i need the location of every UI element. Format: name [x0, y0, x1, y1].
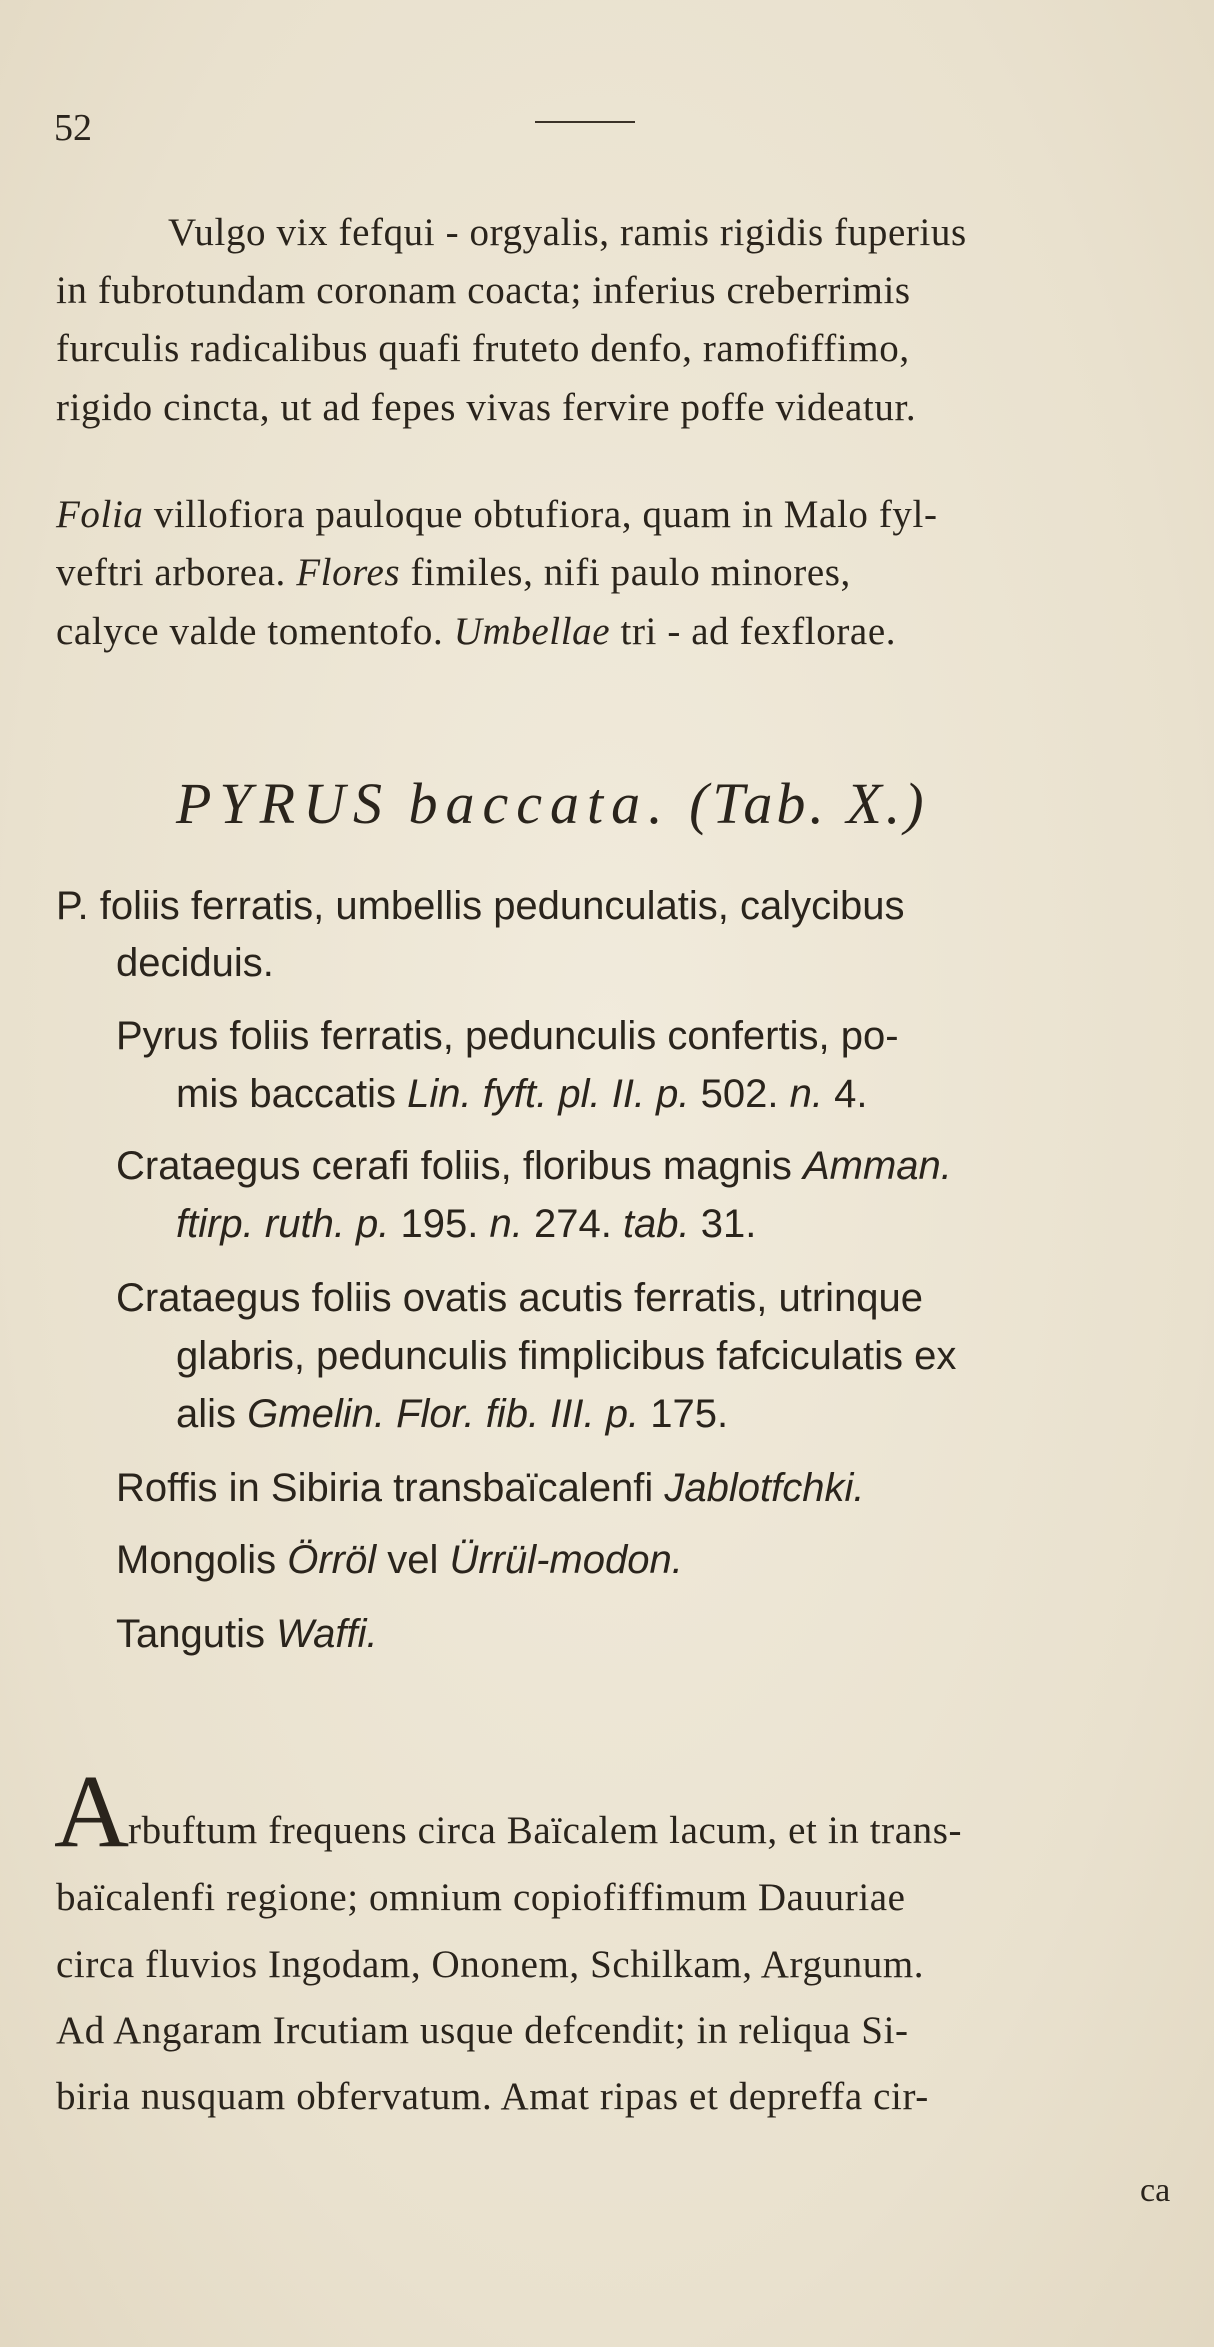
paragraph-2-line-1: rbuftum frequens circa Baïcalem lacum, et in trans-	[128, 1809, 963, 1852]
catchword: ca	[1140, 2172, 1171, 2209]
paragraph-2-line-5: biria nusquam obfervatum. Amat ripas et depreffa cir-	[56, 2075, 929, 2118]
paragraph-1-line-2: in fubrotundam coronam coacta; inferius creberrimis	[56, 269, 911, 312]
paragraph-2-line-3: circa fluvios Ingodam, Ononem, Schilkam, Argunum.	[56, 1943, 925, 1986]
paragraph-1-line-3: furculis radicalibus quafi fruteto denfo, ramofiffimo,	[56, 327, 910, 370]
paragraph-1-line-7: calyce valde tomentofo. Umbellae tri - ad fexflorae.	[56, 610, 897, 653]
synonym-line-5: Crataegus foliis ovatis acutis ferratis, utrinque	[116, 1276, 924, 1320]
paragraph-1-line-5: Folia villofiora pauloque obtufiora, quam in Malo fyl-	[56, 493, 938, 536]
term-folia: Folia	[56, 493, 144, 536]
heading-tab: (Tab. X.)	[689, 771, 928, 836]
synonym-line-2: mis baccatis Lin. fyft. pl. II. p. 502. n. 4.	[176, 1072, 868, 1116]
page-number: 52	[54, 107, 92, 149]
vernacular-tangut: Tangutis Waffi.	[116, 1612, 378, 1656]
vernacular-russian: Roffis in Sibiria transbaïcalenfi Jablotfchki.	[116, 1466, 865, 1510]
paragraph-2-line-2: baïcalenfi regione; omnium copiofiffimum Dauuriae	[56, 1876, 906, 1919]
term-umbellae: Umbellae	[453, 610, 611, 653]
synonym-line-1: Pyrus foliis ferratis, pedunculis confertis, po-	[116, 1014, 899, 1058]
paragraph-1-line-6: veftri arborea. Flores fimiles, nifi paulo minores,	[56, 551, 851, 594]
diagnosis-line-2: deciduis.	[116, 941, 274, 985]
species-heading	[176, 770, 928, 837]
diagnosis-line-1: P. foliis ferratis, umbellis pedunculatis, calycibus	[56, 884, 905, 928]
vernacular-mongolian: Mongolis Örröl vel Ürrül-modon.	[116, 1538, 683, 1582]
drop-cap: A	[54, 1754, 130, 1869]
paragraph-1-line-1: Vulgo vix fefqui - orgyalis, ramis rigidis fuperius	[168, 211, 967, 254]
synonym-line-6: glabris, pedunculis fimplicibus fafciculatis ex	[176, 1334, 957, 1378]
paragraph-1-line-4: rigido cincta, ut ad fepes vivas fervire poffe videatur.	[56, 386, 917, 429]
heading-genus: PYRUS	[176, 771, 390, 836]
synonym-line-7: alis Gmelin. Flor. fib. III. p. 175.	[176, 1392, 729, 1436]
term-flores: Flores	[296, 551, 401, 594]
synonym-line-3: Crataegus cerafi foliis, floribus magnis Amman.	[116, 1144, 952, 1188]
header-rule	[535, 121, 635, 123]
heading-species: baccata.	[408, 771, 671, 836]
paragraph-2-line-4: Ad Angaram Ircutiam usque defcendit; in reliqua Si-	[56, 2009, 909, 2052]
synonym-line-4: ftirp. ruth. p. 195. n. 274. tab. 31.	[176, 1202, 757, 1246]
